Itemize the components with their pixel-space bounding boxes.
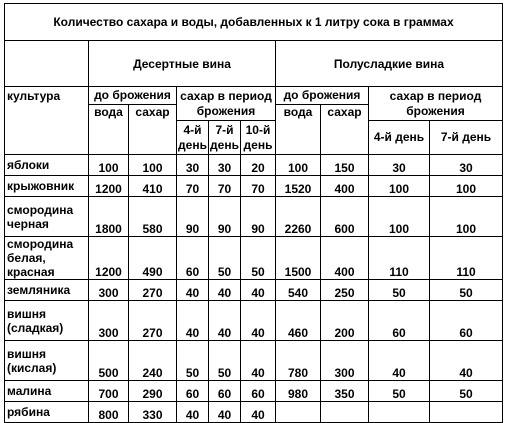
dessert-day7-cell: 30: [209, 155, 241, 176]
semisweet-water-cell: 1520: [276, 176, 321, 197]
group-dessert: Десертные вина: [89, 41, 276, 87]
header-semisweet-day4: 4-й день: [369, 121, 430, 155]
semisweet-day4-cell: 30: [369, 155, 430, 176]
dessert-day4-cell: 50: [177, 341, 209, 381]
dessert-day7-cell: 40: [209, 402, 241, 423]
subheader-row-1: [5, 87, 503, 105]
header-dessert-sugar: сахар: [129, 105, 177, 155]
dessert-day4-cell: 40: [177, 280, 209, 301]
dessert-water-cell: 1800: [89, 197, 129, 237]
dessert-day4-cell: 70: [177, 176, 209, 197]
header-dessert-sugar-during: сахар в период брожения: [177, 87, 276, 121]
semisweet-sugar-cell: [321, 402, 369, 423]
dessert-day7-cell: 50: [209, 237, 241, 280]
dessert-water-cell: 1200: [89, 237, 129, 280]
semisweet-day7-cell: 50: [430, 381, 503, 402]
dessert-day10-cell: 40: [241, 280, 276, 301]
title-row: [5, 4, 503, 41]
dessert-day7-cell: 60: [209, 381, 241, 402]
table-row: [5, 301, 503, 341]
dessert-day7-cell: 70: [209, 176, 241, 197]
group-semisweet: Полусладкие вина: [276, 41, 503, 87]
semisweet-sugar-cell: 600: [321, 197, 369, 237]
table-row: [5, 237, 503, 280]
culture-cell: земляника: [5, 280, 89, 301]
dessert-day10-cell: 90: [241, 197, 276, 237]
semisweet-day7-cell: 100: [430, 176, 503, 197]
dessert-water-cell: 300: [89, 301, 129, 341]
culture-cell: яблоки: [5, 155, 89, 176]
table-body: [5, 155, 503, 423]
semisweet-day7-cell: 30: [430, 155, 503, 176]
dessert-sugar-cell: 290: [129, 381, 177, 402]
header-semisweet-sugar-during: сахар в период брожения: [369, 87, 503, 121]
culture-cell: малина: [5, 381, 89, 402]
semisweet-day7-cell: [430, 402, 503, 423]
semisweet-day4-cell: 60: [369, 301, 430, 341]
culture-cell: вишня (сладкая): [5, 301, 89, 341]
semisweet-day7-cell: 50: [430, 280, 503, 301]
header-semisweet-day7: 7-й день: [430, 121, 503, 155]
semisweet-water-cell: 780: [276, 341, 321, 381]
dessert-day4-cell: 40: [177, 402, 209, 423]
dessert-water-cell: 100: [89, 155, 129, 176]
table-row: [5, 341, 503, 381]
semisweet-sugar-cell: 250: [321, 280, 369, 301]
dessert-water-cell: 300: [89, 280, 129, 301]
header-culture: культура: [5, 87, 89, 155]
header-semisweet-water: вода: [276, 105, 321, 155]
group-header-row: [5, 41, 503, 87]
table-row: [5, 176, 503, 197]
dessert-day7-cell: 90: [209, 197, 241, 237]
semisweet-day7-cell: 40: [430, 341, 503, 381]
dessert-sugar-cell: 270: [129, 280, 177, 301]
dessert-day10-cell: 40: [241, 341, 276, 381]
semisweet-day4-cell: 50: [369, 280, 430, 301]
dessert-day10-cell: 50: [241, 237, 276, 280]
semisweet-water-cell: 540: [276, 280, 321, 301]
dessert-day7-cell: 40: [209, 280, 241, 301]
semisweet-water-cell: 1500: [276, 237, 321, 280]
dessert-day10-cell: 70: [241, 176, 276, 197]
header-semisweet-before: до брожения: [276, 87, 369, 105]
dessert-sugar-cell: 490: [129, 237, 177, 280]
culture-cell: крыжовник: [5, 176, 89, 197]
culture-cell: смородина белая, красная: [5, 237, 89, 280]
semisweet-water-cell: 980: [276, 381, 321, 402]
semisweet-day4-cell: 110: [369, 237, 430, 280]
dessert-day10-cell: 60: [241, 381, 276, 402]
dessert-sugar-cell: 330: [129, 402, 177, 423]
dessert-day7-cell: 40: [209, 301, 241, 341]
dessert-sugar-cell: 410: [129, 176, 177, 197]
dessert-sugar-cell: 270: [129, 301, 177, 341]
semisweet-sugar-cell: 350: [321, 381, 369, 402]
culture-cell: смородина черная: [5, 197, 89, 237]
semisweet-day7-cell: 60: [430, 301, 503, 341]
table-row: [5, 197, 503, 237]
culture-cell: рябина: [5, 402, 89, 423]
semisweet-sugar-cell: 150: [321, 155, 369, 176]
semisweet-sugar-cell: 200: [321, 301, 369, 341]
header-dessert-water: вода: [89, 105, 129, 155]
semisweet-day7-cell: 100: [430, 197, 503, 237]
sugar-water-table: [4, 3, 503, 423]
table-row: [5, 280, 503, 301]
header-dessert-day7: 7-й день: [209, 121, 241, 155]
dessert-day4-cell: 40: [177, 301, 209, 341]
semisweet-day4-cell: 100: [369, 176, 430, 197]
header-dessert-before: до брожения: [89, 87, 177, 105]
semisweet-water-cell: [276, 402, 321, 423]
dessert-day4-cell: 90: [177, 197, 209, 237]
dessert-day10-cell: 40: [241, 402, 276, 423]
semisweet-day7-cell: 110: [430, 237, 503, 280]
semisweet-water-cell: 100: [276, 155, 321, 176]
dessert-day4-cell: 30: [177, 155, 209, 176]
semisweet-day4-cell: 40: [369, 341, 430, 381]
table-title: Количество сахара и воды, добавленных к 1 литру сока в граммах: [5, 4, 503, 41]
dessert-sugar-cell: 240: [129, 341, 177, 381]
header-dessert-day4: 4-й день: [177, 121, 209, 155]
semisweet-water-cell: 460: [276, 301, 321, 341]
semisweet-sugar-cell: 400: [321, 176, 369, 197]
dessert-day4-cell: 60: [177, 381, 209, 402]
dessert-water-cell: 700: [89, 381, 129, 402]
dessert-water-cell: 1200: [89, 176, 129, 197]
semisweet-water-cell: 2260: [276, 197, 321, 237]
dessert-sugar-cell: 100: [129, 155, 177, 176]
semisweet-day4-cell: [369, 402, 430, 423]
table-row: [5, 381, 503, 402]
semisweet-day4-cell: 50: [369, 381, 430, 402]
header-dessert-day10: 10-й день: [241, 121, 276, 155]
dessert-day7-cell: 50: [209, 341, 241, 381]
dessert-water-cell: 800: [89, 402, 129, 423]
dessert-day10-cell: 20: [241, 155, 276, 176]
semisweet-sugar-cell: 400: [321, 237, 369, 280]
dessert-water-cell: 500: [89, 341, 129, 381]
dessert-sugar-cell: 580: [129, 197, 177, 237]
semisweet-day4-cell: 100: [369, 197, 430, 237]
culture-cell: вишня (кислая): [5, 341, 89, 381]
table-row: [5, 155, 503, 176]
semisweet-sugar-cell: 300: [321, 341, 369, 381]
table-row: [5, 402, 503, 423]
header-semisweet-sugar: сахар: [321, 105, 369, 155]
empty-corner-cell: [5, 41, 89, 87]
dessert-day10-cell: 40: [241, 301, 276, 341]
dessert-day4-cell: 60: [177, 237, 209, 280]
